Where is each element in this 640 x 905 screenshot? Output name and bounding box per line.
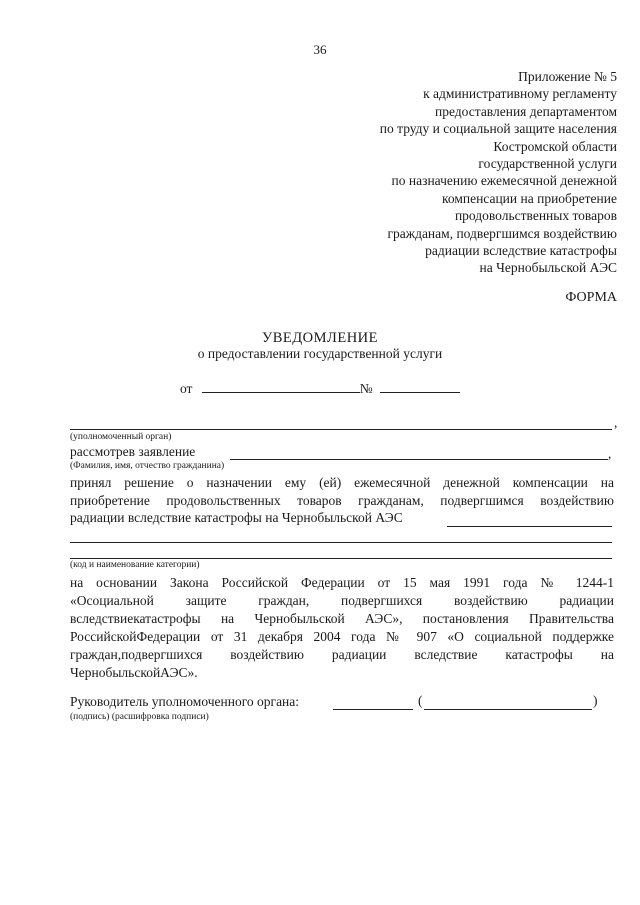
appendix-line: компенсации на приобретение — [441, 190, 617, 206]
category-field-inline[interactable] — [447, 526, 612, 527]
appendix-line: Приложение № 5 — [518, 69, 617, 84]
signature-decoding-field[interactable] — [424, 709, 592, 710]
appendix-line: по назначению ежемесячной денежной — [391, 173, 617, 189]
applicant-name-field[interactable] — [230, 459, 608, 460]
appendix-block — [287, 68, 617, 277]
basis-line: на основании Закона Российской Федерации от 15 мая 1991 года № 1244-1 — [70, 575, 614, 590]
appendix-line: к административному регламенту — [423, 86, 617, 102]
from-label: от — [179, 381, 193, 396]
signature-caption: (подпись) (расшифровка подписи) — [70, 712, 209, 722]
appendix-line: государственной услуги — [478, 156, 617, 172]
appendix-line: радиации вследствие катастрофы — [425, 243, 617, 259]
signature-label: Руководитель уполномоченного органа: — [70, 694, 300, 709]
basis-line: граждан,подвергшихся воздействию радиации вследствие катастрофы на — [70, 647, 614, 662]
open-paren: ( — [418, 693, 423, 708]
fio-caption: (Фамилия, имя, отчество гражданина) — [70, 461, 225, 471]
decision-line: приобретение продовольственных товаров гражданам, подвергшимся воздействию — [70, 493, 614, 508]
appendix-line: продовольственных товаров — [454, 208, 617, 224]
decision-line: радиации вследствие катастрофы на Чернобыльской АЭС — [70, 510, 403, 525]
basis-line: РоссийскойФедерации от 31 декабря 2004 года № 907 «О социальной поддержке — [70, 629, 614, 644]
appendix-line: на Чернобыльской АЭС — [479, 260, 617, 276]
close-paren: ) — [593, 693, 598, 708]
category-field-line[interactable] — [70, 542, 612, 543]
appendix-line: по труду и социальной защите населения — [379, 121, 617, 137]
basis-line: «Осоциальной защите граждан, подвергшихся воздействию радиации — [70, 593, 614, 608]
document-subtitle: о предоставлении государственной услуги — [197, 346, 443, 361]
basis-line: ЧернобыльскойАЭС». — [70, 665, 198, 680]
document-title: УВЕДОМЛЕНИЕ — [261, 330, 379, 346]
category-caption: (код и наименование категории) — [70, 560, 200, 570]
number-field[interactable] — [380, 378, 460, 393]
comma: , — [614, 415, 618, 430]
reviewed-label: рассмотрев заявление — [70, 444, 196, 459]
signature-field[interactable] — [333, 709, 413, 710]
date-field[interactable] — [202, 378, 360, 393]
comma: , — [608, 446, 612, 461]
category-field-line[interactable] — [70, 558, 612, 559]
authority-field[interactable] — [70, 429, 612, 430]
form-label: ФОРМА — [565, 290, 617, 305]
date-number-row — [0, 378, 640, 397]
decision-line: принял решение о назначении ему (ей) ежемесячной денежной компенсации на — [70, 475, 614, 490]
appendix-line: Костромской области — [493, 138, 617, 154]
appendix-line: гражданам, подвергшимся воздействию — [387, 225, 617, 241]
authority-caption: (уполномоченный орган) — [70, 432, 172, 442]
number-label: № — [359, 381, 373, 396]
basis-line: вследствиекатастрофы на Чернобыльской АЭС», постановления Правительства — [70, 611, 614, 626]
page-number: 36 — [313, 42, 327, 57]
appendix-line: предоставления департаментом — [435, 103, 617, 119]
